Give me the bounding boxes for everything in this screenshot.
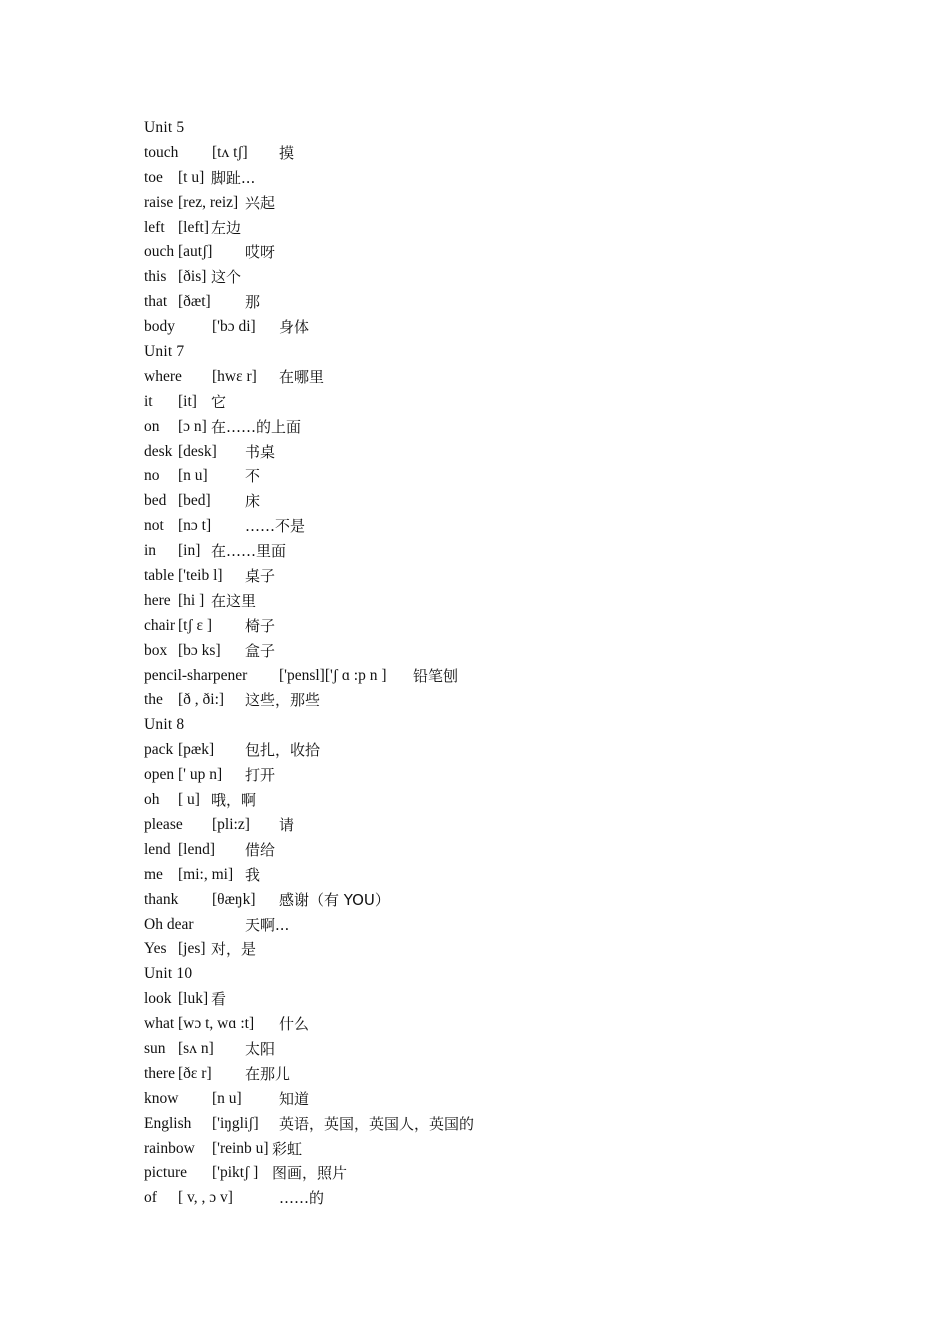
- vocab-phonetic: [θæŋk]: [212, 890, 256, 908]
- vocab-word: toe: [144, 168, 163, 186]
- vocab-word: me: [144, 865, 163, 883]
- vocab-phonetic: [tʌ tʃ]: [212, 143, 248, 161]
- vocab-phonetic: ['reinb u]: [212, 1139, 269, 1157]
- vocab-entry: [144, 641, 744, 666]
- vocab-entry: [144, 566, 744, 591]
- vocab-meaning: 那: [245, 293, 261, 312]
- unit-title: Unit 7: [144, 343, 185, 361]
- vocab-word: the: [144, 691, 163, 709]
- vocab-meaning: 看: [211, 990, 227, 1009]
- unit-heading: [144, 118, 744, 143]
- vocab-word: pack: [144, 741, 174, 759]
- vocab-entry: [144, 591, 744, 616]
- vocab-word: touch: [144, 143, 179, 161]
- vocab-phonetic: [ð , ði:]: [178, 691, 225, 709]
- vocab-entry: [144, 666, 744, 691]
- vocab-word: open: [144, 766, 175, 784]
- vocab-entry: [144, 616, 744, 641]
- vocab-word: pencil-sharpener: [144, 666, 248, 684]
- vocab-meaning: 哎呀: [245, 243, 276, 262]
- vocab-meaning: 摸: [279, 143, 295, 162]
- vocab-entry: [144, 1064, 744, 1089]
- vocab-phonetic: [ðæt]: [178, 293, 211, 311]
- vocab-entry: [144, 168, 744, 193]
- vocab-entry: [144, 193, 744, 218]
- vocab-word: chair: [144, 616, 175, 634]
- vocab-phonetic: [ v, , ɔ v]: [178, 1189, 233, 1207]
- vocab-meaning: 哦，啊: [211, 791, 257, 810]
- vocab-meaning: 椅子: [245, 616, 276, 635]
- vocab-word: table: [144, 567, 175, 585]
- vocab-meaning: 我: [245, 865, 261, 884]
- vocab-phonetic: ['piktʃ ]: [212, 1164, 259, 1182]
- vocab-meaning: 太阳: [245, 1039, 276, 1058]
- vocab-meaning: 在……里面: [211, 542, 287, 561]
- vocab-entry: [144, 1114, 744, 1139]
- vocab-phonetic: [pæk]: [178, 741, 215, 759]
- vocab-meaning: 在哪里: [279, 367, 325, 386]
- vocab-entry: [144, 1139, 744, 1164]
- vocab-meaning: 这个: [211, 268, 242, 287]
- vocab-entry: [144, 491, 744, 516]
- vocab-meaning: 借给: [245, 840, 276, 859]
- unit-heading: [144, 342, 744, 367]
- vocab-word: please: [144, 815, 183, 833]
- vocab-meaning: 打开: [245, 766, 276, 785]
- vocab-word: not: [144, 517, 164, 535]
- unit-title: Unit 10: [144, 965, 193, 983]
- vocab-phonetic: [ðis]: [178, 268, 207, 286]
- vocab-meaning: 盒子: [245, 641, 276, 660]
- vocabulary-list: [144, 118, 744, 1213]
- vocab-phonetic: [hwɛ r]: [212, 367, 257, 385]
- vocab-entry: [144, 815, 744, 840]
- vocab-phonetic: [rez, reiz]: [178, 193, 239, 211]
- vocab-entry: [144, 516, 744, 541]
- vocab-phonetic: ['bɔ di]: [212, 318, 256, 336]
- vocab-phonetic: [lend]: [178, 840, 216, 858]
- vocab-phonetic: [desk]: [178, 442, 217, 460]
- vocab-phonetic: [n u]: [178, 467, 208, 485]
- vocab-word: no: [144, 467, 160, 485]
- vocab-meaning: ……不是: [245, 517, 306, 536]
- vocab-word: where: [144, 367, 182, 385]
- vocab-word: lend: [144, 840, 171, 858]
- vocab-entry: [144, 790, 744, 815]
- unit-heading: [144, 964, 744, 989]
- vocab-entry: [144, 267, 744, 292]
- vocab-phonetic: [it]: [178, 392, 197, 410]
- vocab-meaning: 英语，英国，英国人，英国的: [279, 1114, 475, 1133]
- vocab-word: picture: [144, 1164, 188, 1182]
- vocab-entry: [144, 292, 744, 317]
- vocab-entry: [144, 989, 744, 1014]
- vocab-word: in: [144, 542, 157, 560]
- vocab-word: thank: [144, 890, 179, 908]
- vocab-word: oh: [144, 791, 160, 809]
- vocab-word: that: [144, 293, 168, 311]
- vocab-phonetic: [bɔ ks]: [178, 641, 221, 659]
- vocab-word: on: [144, 417, 160, 435]
- vocab-word: of: [144, 1189, 157, 1207]
- vocab-entry: [144, 840, 744, 865]
- vocab-phonetic: ['pensl]['ʃ ɑ :p n ]: [279, 666, 387, 684]
- vocab-word: English: [144, 1114, 192, 1132]
- unit-heading: [144, 715, 744, 740]
- vocab-phonetic: [bed]: [178, 492, 211, 510]
- unit-title: Unit 5: [144, 119, 185, 136]
- vocab-entry: [144, 541, 744, 566]
- vocab-word: ouch: [144, 243, 175, 261]
- vocab-entry: [144, 915, 744, 940]
- vocab-word: this: [144, 268, 167, 286]
- vocab-word: sun: [144, 1039, 166, 1057]
- vocab-word: bed: [144, 492, 167, 510]
- vocab-meaning: 在那儿: [245, 1064, 291, 1083]
- vocab-phonetic: [luk]: [178, 990, 209, 1008]
- vocab-meaning: 桌子: [245, 567, 276, 586]
- vocab-meaning: 左边: [211, 218, 242, 237]
- vocab-entry: [144, 1089, 744, 1114]
- vocab-phonetic: [nɔ t]: [178, 517, 212, 535]
- vocab-phonetic: [autʃ]: [178, 243, 213, 261]
- vocab-phonetic: [left]: [178, 218, 209, 236]
- vocab-meaning: 包扎，收拾: [245, 741, 321, 760]
- vocab-entry: [144, 1039, 744, 1064]
- vocab-meaning: 什么: [279, 1015, 310, 1034]
- vocab-meaning: 图画，照片: [272, 1164, 348, 1183]
- vocab-phonetic: [in]: [178, 542, 201, 560]
- vocab-phonetic: [sʌ n]: [178, 1039, 214, 1057]
- vocab-phonetic: [ u]: [178, 791, 200, 809]
- vocab-entry: [144, 1014, 744, 1039]
- vocab-meaning: 请: [279, 815, 295, 834]
- vocab-phonetic: [t u]: [178, 168, 205, 186]
- vocab-meaning: 身体: [279, 318, 310, 337]
- vocab-entry: [144, 890, 744, 915]
- vocab-phonetic: [wɔ t, wɑ :t]: [178, 1015, 255, 1033]
- vocab-entry: [144, 865, 744, 890]
- vocab-entry: [144, 218, 744, 243]
- vocab-meaning: 脚趾...: [211, 168, 256, 187]
- vocab-meaning: 它: [211, 392, 227, 411]
- vocab-word: box: [144, 641, 168, 659]
- vocab-phonetic: [jes]: [178, 940, 206, 958]
- vocab-phonetic: [ðɛ r]: [178, 1064, 212, 1082]
- vocab-meaning: 感谢（有 YOU）: [279, 890, 390, 909]
- vocab-entry: [144, 1163, 744, 1188]
- vocab-word: here: [144, 591, 171, 609]
- vocab-word: rainbow: [144, 1139, 195, 1157]
- vocab-word: what: [144, 1015, 175, 1033]
- vocab-meaning: 铅笔刨: [413, 666, 459, 685]
- vocab-phonetic: [tʃ ɛ ]: [178, 616, 213, 634]
- vocab-entry: [144, 143, 744, 168]
- vocab-phonetic: [n u]: [212, 1089, 242, 1107]
- vocab-meaning: 床: [245, 492, 261, 511]
- vocab-meaning: 在……的上面: [211, 417, 302, 436]
- vocab-phonetic: [' up n]: [178, 766, 223, 784]
- vocab-word: Oh dear: [144, 915, 194, 933]
- vocab-meaning: 对，是: [211, 940, 257, 959]
- vocab-phonetic: [ɔ n]: [178, 417, 207, 435]
- vocab-meaning: 彩虹: [272, 1139, 303, 1158]
- vocab-entry: [144, 242, 744, 267]
- vocab-entry: [144, 690, 744, 715]
- vocab-phonetic: [hi ]: [178, 591, 205, 609]
- vocab-phonetic: ['teib l]: [178, 567, 223, 585]
- vocab-meaning: 兴起: [245, 193, 276, 212]
- vocab-entry: [144, 417, 744, 442]
- vocab-word: raise: [144, 193, 174, 211]
- vocab-entry: [144, 442, 744, 467]
- vocab-entry: [144, 317, 744, 342]
- vocab-entry: [144, 1188, 744, 1213]
- vocab-word: look: [144, 990, 172, 1008]
- vocab-meaning: 天啊...: [245, 915, 290, 934]
- vocab-entry: [144, 765, 744, 790]
- vocab-entry: [144, 939, 744, 964]
- vocab-word: there: [144, 1064, 175, 1082]
- vocab-word: it: [144, 392, 153, 410]
- unit-title: Unit 8: [144, 716, 185, 734]
- vocab-entry: [144, 392, 744, 417]
- vocab-meaning: ……的: [279, 1189, 325, 1208]
- vocab-word: left: [144, 218, 165, 236]
- vocab-word: Yes: [144, 940, 167, 958]
- vocab-entry: [144, 740, 744, 765]
- vocab-entry: [144, 466, 744, 491]
- vocab-phonetic: [pli:z]: [212, 815, 250, 833]
- vocab-word: desk: [144, 442, 173, 460]
- vocab-entry: [144, 367, 744, 392]
- vocab-word: know: [144, 1089, 179, 1107]
- vocab-meaning: 在这里: [211, 591, 257, 610]
- vocab-meaning: 知道: [279, 1089, 310, 1108]
- vocab-word: body: [144, 318, 175, 336]
- vocab-phonetic: ['iŋgliʃ]: [212, 1114, 259, 1132]
- vocab-meaning: 这些，那些: [245, 691, 321, 710]
- vocab-meaning: 书桌: [245, 442, 276, 461]
- vocab-phonetic: [mi:, mi]: [178, 865, 234, 883]
- vocab-meaning: 不: [245, 467, 261, 486]
